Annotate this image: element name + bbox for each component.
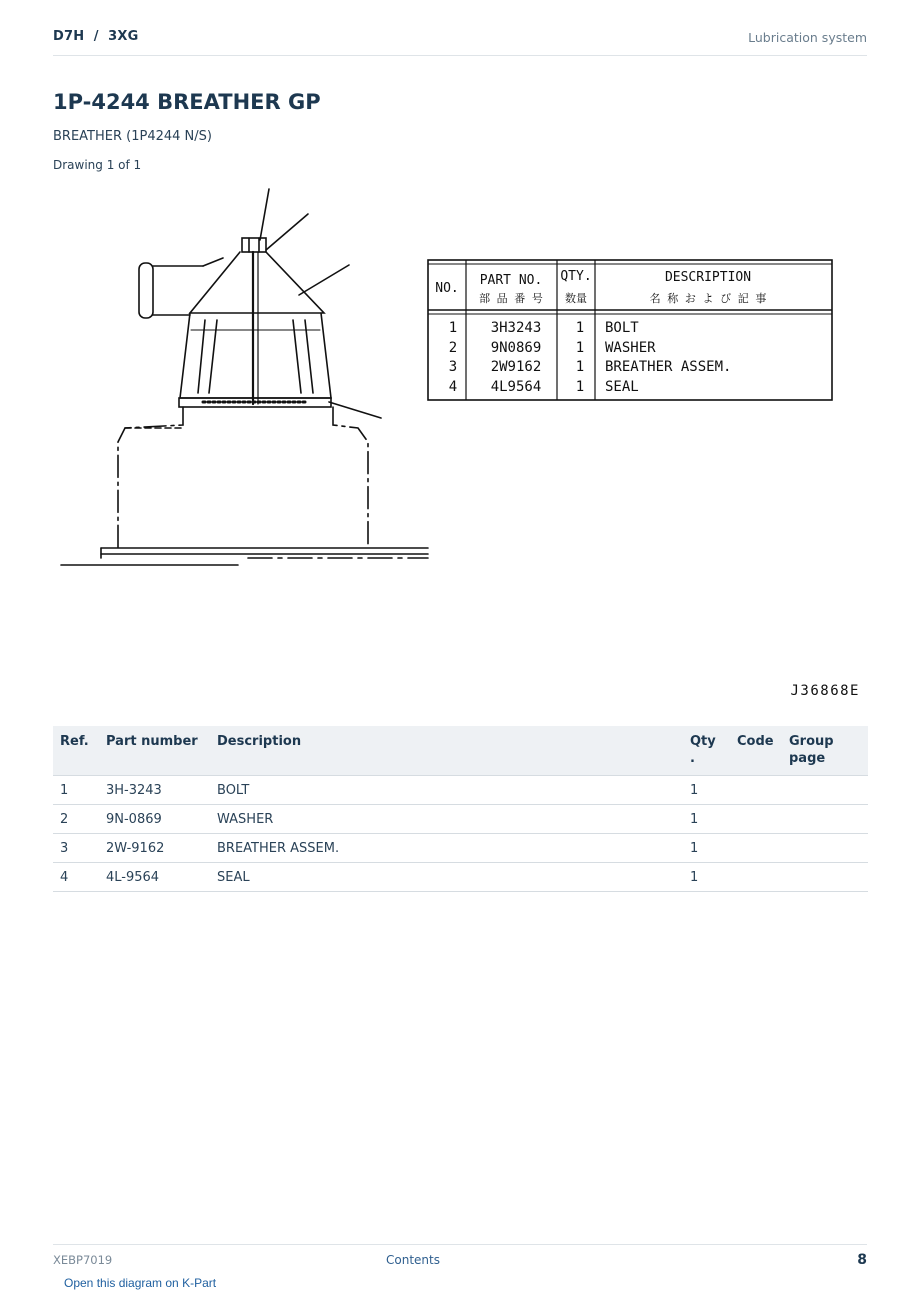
row-ref: 1 xyxy=(53,776,99,805)
drawing-row-no: 2 xyxy=(448,340,458,356)
header-part-number: Part number xyxy=(99,726,210,776)
drawing-row-qty: 1 xyxy=(575,379,585,395)
drawing-row-desc: WASHER xyxy=(605,340,656,356)
page-title: 1P-4244 BREATHER GP xyxy=(53,90,321,114)
drawing-ref-code: J36868E xyxy=(790,683,860,699)
drawing-header-part-no: PART NO. xyxy=(479,273,543,288)
footer-divider xyxy=(53,1244,867,1245)
breadcrumb: D7H / 3XG xyxy=(53,29,139,44)
drawing-row-no: 1 xyxy=(448,320,458,336)
parts-diagram[interactable] xyxy=(53,180,868,705)
drawing-row-desc: SEAL xyxy=(605,379,639,395)
table-row xyxy=(53,805,868,834)
drawing-row-desc: BREATHER ASSEM. xyxy=(605,359,732,375)
row-part-number[interactable]: 9N-0869 xyxy=(99,805,210,834)
header-qty: Qty . xyxy=(683,726,730,776)
document-id: XEBP7019 xyxy=(53,1253,113,1267)
drawing-header-qty: QTY. xyxy=(560,269,592,284)
drawing-header-part-no-jp: 部 品 番 号 xyxy=(479,292,543,305)
row-group-page xyxy=(782,776,868,805)
row-part-number[interactable]: 2W-9162 xyxy=(99,834,210,863)
contents-link[interactable]: Contents xyxy=(386,1253,440,1267)
drawing-header-no: NO. xyxy=(435,281,459,296)
section-name: Lubrication system xyxy=(748,30,867,45)
row-code xyxy=(730,776,782,805)
parts-table xyxy=(53,726,868,892)
header-description: Description xyxy=(210,726,683,776)
drawing-header-qty-jp: 数量 xyxy=(565,292,587,305)
row-group-page xyxy=(782,805,868,834)
drawing-row-no: 3 xyxy=(448,359,458,375)
row-qty: 1 xyxy=(683,834,730,863)
table-row xyxy=(53,863,868,892)
drawing-row-part: 9N0869 xyxy=(490,340,542,356)
drawing-header-description: DESCRIPTION xyxy=(664,270,752,285)
row-qty: 1 xyxy=(683,805,730,834)
row-part-number[interactable]: 4L-9564 xyxy=(99,863,210,892)
row-part-number[interactable]: 3H-3243 xyxy=(99,776,210,805)
table-row xyxy=(53,776,868,805)
row-description: BOLT xyxy=(210,776,683,805)
row-ref: 3 xyxy=(53,834,99,863)
breather-illustration xyxy=(61,189,428,565)
drawing-header-description-jp: 名 称 お よ び 記 事 xyxy=(649,292,767,305)
table-row xyxy=(53,834,868,863)
row-description: SEAL xyxy=(210,863,683,892)
drawing-label: Drawing 1 of 1 xyxy=(53,158,142,172)
row-qty: 1 xyxy=(683,863,730,892)
drawing-row-qty: 1 xyxy=(575,320,585,336)
header-code: Code xyxy=(730,726,782,776)
row-ref: 2 xyxy=(53,805,99,834)
row-description: BREATHER ASSEM. xyxy=(210,834,683,863)
row-code xyxy=(730,863,782,892)
row-description: WASHER xyxy=(210,805,683,834)
row-code xyxy=(730,805,782,834)
page-number: 8 xyxy=(857,1252,867,1268)
drawing-row-part: 3H3243 xyxy=(490,320,542,336)
drawing-row-desc: BOLT xyxy=(605,320,639,336)
header-ref: Ref. xyxy=(53,726,99,776)
row-qty: 1 xyxy=(683,776,730,805)
header-group-page: Group page xyxy=(782,726,868,776)
kpart-link[interactable]: Open this diagram on K-Part xyxy=(64,1276,217,1290)
drawing-row-qty: 1 xyxy=(575,340,585,356)
row-ref: 4 xyxy=(53,863,99,892)
drawing-row-part: 4L9564 xyxy=(490,379,542,395)
page-subtitle: BREATHER (1P4244 N/S) xyxy=(53,129,212,144)
header-divider xyxy=(53,55,867,56)
parts-table-header-row xyxy=(53,726,868,776)
drawing-row-part: 2W9162 xyxy=(490,359,542,375)
row-code xyxy=(730,834,782,863)
drawing-parts-table xyxy=(428,260,832,400)
drawing-row-no: 4 xyxy=(448,379,458,395)
row-group-page xyxy=(782,863,868,892)
drawing-row-qty: 1 xyxy=(575,359,585,375)
row-group-page xyxy=(782,834,868,863)
